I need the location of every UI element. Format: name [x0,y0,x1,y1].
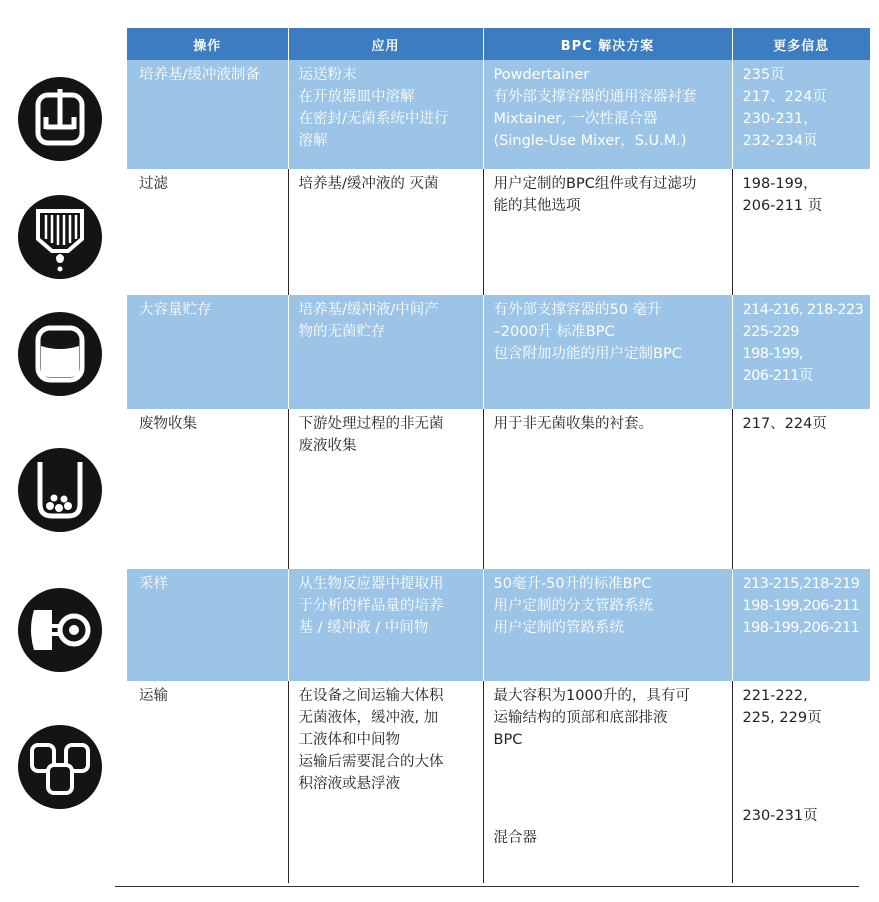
sampling-icon [18,588,102,672]
info-text: 198-199， 206-211 页 [742,176,823,214]
solution-cell [483,409,732,569]
solution-text: 用户定制的BPC组件或有过滤功 能的其他选项 [493,176,697,214]
header-more-info: 更多信息 [732,28,870,60]
operation-cell [127,295,288,409]
header-bpc-solution: BPC 解决方案 [483,28,732,60]
application-text: 从生物反应器中提取用 于分析的样品量的培养 基 / 缓冲液 / 中间物 [298,576,444,636]
application-text: 培养基/缓冲液的 灭菌 [298,176,439,192]
mixing-tank-icon [18,77,102,161]
storage-container-icon [18,312,102,396]
info-mixer-text: 230-231页 [742,808,818,824]
info-text: 235页 217、224页 230-231， 232-234页 [742,67,827,149]
info-text: 221-222, 225, 229页 [742,688,822,726]
application-text: 在设备之间运输大体积 无菌液体，缓冲液, 加 工液体和中间物 运输后需要混合的大体 积溶液或悬浮液 [298,688,444,792]
transport-containers-icon [18,725,102,809]
header-application: 应用 [288,28,483,60]
table-header-row [127,28,870,60]
operation-cell [127,569,288,681]
solution-cell [483,681,732,883]
solution-text: Powdertainer 有外部支撑容器的通用容器衬套 Mixtainer, 一次性混合器 (Single-Use Mixer，S.U.M.) [493,67,697,149]
info-cell [732,295,870,409]
application-cell [288,60,483,169]
solution-text: 用于非无菌收集的衬套。 [493,416,653,432]
solution-mixer-text: 混合器 [493,830,537,846]
operation-cell [127,60,288,169]
solution-cell [483,569,732,681]
application-cell [288,295,483,409]
info-cell [732,409,870,569]
operation-text: 过滤 [139,176,168,192]
info-text: 213-215,218-219 198-199,206-211 198-199,206-211 [742,576,860,636]
table-row [127,681,870,883]
operation-text: 废物收集 [139,416,197,432]
info-cell [732,169,870,295]
info-cell [732,681,870,883]
application-text: 培养基/缓冲液/中间产 物的无菌贮存 [298,302,439,340]
solution-cell [483,169,732,295]
table-row [127,295,870,409]
application-cell [288,409,483,569]
application-cell [288,169,483,295]
table-bottom-rule [115,886,859,887]
application-text: 运送粉末 在开放器皿中溶解 在密封/无菌系统中进行 溶解 [298,67,449,149]
solution-cell [483,60,732,169]
operation-text: 大容量贮存 [139,302,212,318]
header-operation: 操作 [127,28,288,60]
bpc-solutions-table [127,28,870,883]
operation-cell [127,169,288,295]
solution-cell [483,295,732,409]
operation-cell [127,681,288,883]
info-cell [732,569,870,681]
application-cell [288,569,483,681]
operation-text: 运输 [139,688,168,704]
application-cell [288,681,483,883]
solution-text: 最大容积为1000升的，具有可 运输结构的顶部和底部排液 BPC [493,688,690,748]
table-row [127,169,870,295]
application-text: 下游处理过程的非无菌 废液收集 [298,416,444,454]
info-text: 217、224页 [742,416,827,432]
table-row [127,409,870,569]
waste-collection-icon [18,448,102,532]
operation-text: 培养基/缓冲液制备 [139,67,260,83]
table-row [127,60,870,169]
table-row [127,569,870,681]
solution-text: 50毫升-50升的标准BPC 用户定制的分支管路系统 用户定制的管路系统 [493,576,653,636]
operation-text: 采样 [139,576,168,592]
solution-text: 有外部支撑容器的50 毫升 –2000升 标准BPC 包含附加功能的用户定制BPC [493,302,682,362]
filtration-icon [18,195,102,279]
operation-cell [127,409,288,569]
info-text: 214-216, 218-223 225-229 198-199, 206-211页 [742,302,864,384]
info-cell [732,60,870,169]
